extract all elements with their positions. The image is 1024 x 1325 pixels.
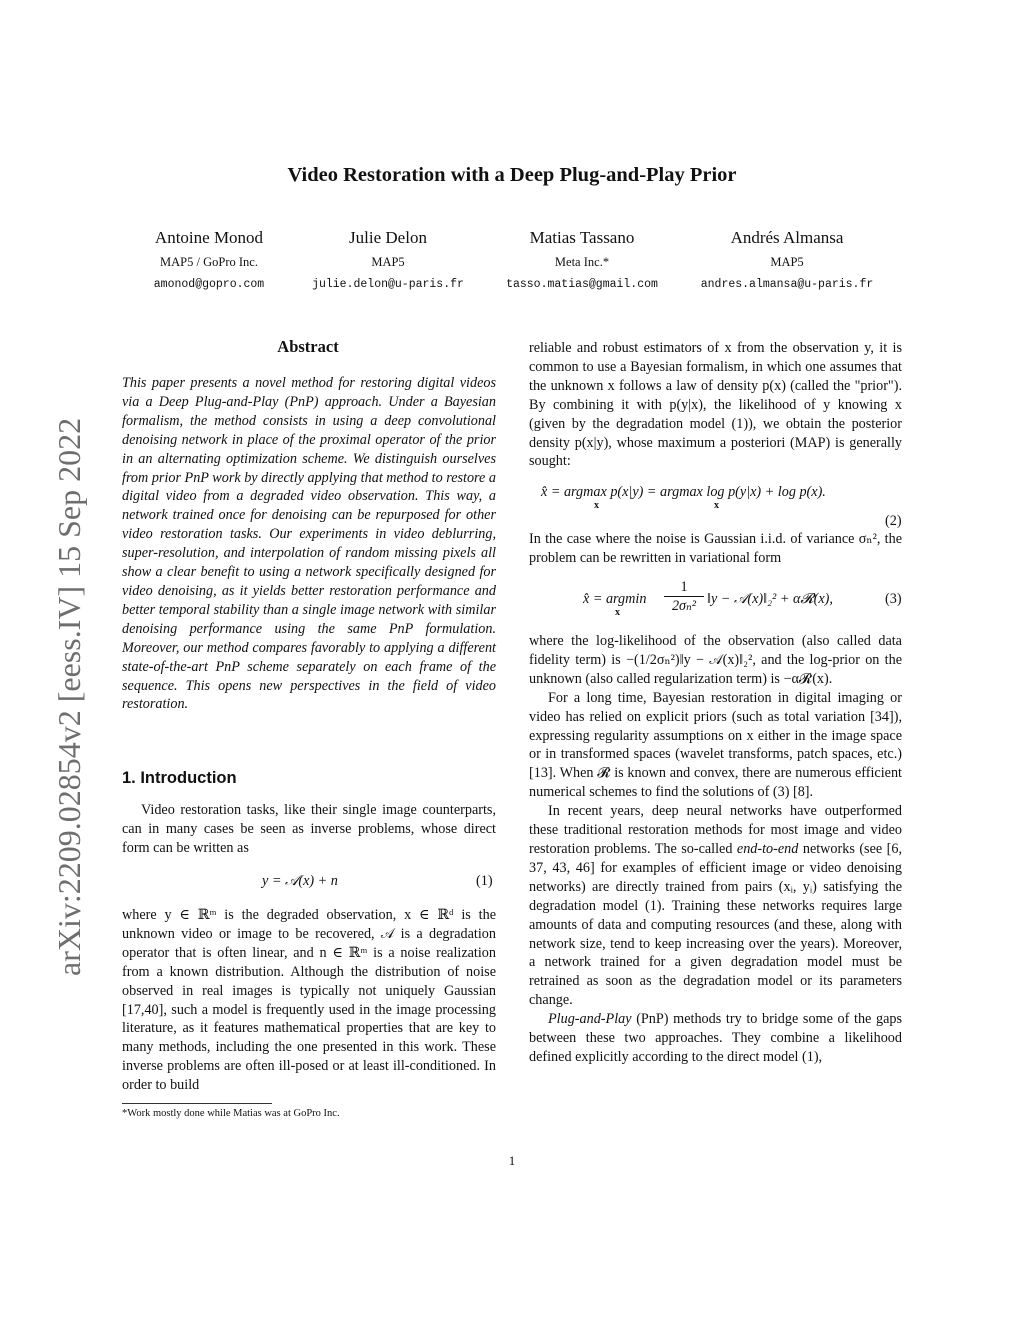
section-heading: 1. Introduction bbox=[122, 769, 237, 787]
author-name: Andrés Almansa bbox=[730, 228, 844, 247]
equation-number: (1) bbox=[476, 873, 493, 889]
equation-subscript: x bbox=[594, 500, 599, 511]
author-affiliation: MAP5 bbox=[371, 255, 405, 269]
paragraph: In the case where the noise is Gaussian i.i.d. of variance σₙ², the problem can be rewritten in variational form bbox=[529, 531, 902, 566]
intro-paragraph bbox=[122, 801, 496, 858]
equation-3: x̂ = argmin bbox=[583, 591, 647, 607]
fraction-numerator: 1 bbox=[664, 579, 704, 597]
equation-fraction bbox=[664, 579, 704, 615]
author-block bbox=[293, 228, 483, 292]
footnote-rule bbox=[122, 1103, 272, 1104]
right-paragraph bbox=[529, 530, 902, 568]
paragraph bbox=[529, 1010, 902, 1067]
text-run: In recent years, deep neural networks have outperformed these traditional restoration methods for most image and video restoration problems. The so-called bbox=[529, 803, 902, 857]
author-block bbox=[114, 228, 304, 292]
paper-title: Video Restoration with a Deep Plug-and-Play Prior bbox=[287, 164, 737, 186]
equation-number: (2) bbox=[885, 513, 902, 529]
equation-1: y = 𝒜(x) + n bbox=[262, 873, 338, 889]
text-run: networks (see [6, 37, 43, 46] for examples of efficient image or video denoising networks) are directly trained from pairs (xᵢ, yᵢ) satisfying the degradation model (1). Training these networks requires large amounts of data and computing resources (and these, along with network size, tend to keep increasing over the years). Moreover, a network trained for a given degradation model must be retrained as soon as the degradation model or its parameters change. bbox=[529, 840, 902, 1009]
paragraph: reliable and robust estimators of x from the observation y, it is common to use a Bayesian formalism, in which one assumes that the unknown x follows a law of density p(x) (called the "prior"). By combining it with p(y|x), the likelihood of y knowing x (given by the degradation model (1)), we obtain the posterior density p(x|y), whose maximum a posteriori (MAP) is generally sought: bbox=[529, 340, 902, 470]
abstract-heading: Abstract bbox=[277, 337, 339, 356]
paragraph bbox=[529, 802, 902, 1010]
equation-2: x̂ = argmax p(x|y) = argmax log p(y|x) + log p(x). bbox=[541, 484, 826, 500]
paragraph: Video restoration tasks, like their single image counterparts, can in many cases be seen as inverse problems, whose direct form can be written as bbox=[122, 802, 496, 856]
emphasis: end-to-end bbox=[736, 840, 799, 857]
author-email: amonod@gopro.com bbox=[153, 278, 265, 291]
paragraph: where the log-likelihood of the observation (also called data fidelity term) is −(1/2σₙ²)‖y − 𝒜(x)‖₂², and the log-prior on the unknown (also called regularization term) is −α𝓡(x). bbox=[529, 633, 902, 687]
author-email: julie.delon@u-paris.fr bbox=[312, 278, 464, 291]
text-run: (PnP) methods try to bridge some of the gaps between these two approaches. They combine a likelihood defined explicitly according to the direct model (1), bbox=[529, 1011, 902, 1065]
right-paragraph bbox=[529, 339, 902, 471]
fraction-denominator: 2σₙ² bbox=[671, 598, 697, 614]
author-email: andres.almansa@u-paris.fr bbox=[700, 278, 874, 291]
page-number: 1 bbox=[508, 1153, 516, 1168]
equation-number: (3) bbox=[885, 591, 902, 607]
author-block bbox=[692, 228, 882, 292]
author-name: Matias Tassano bbox=[529, 228, 635, 247]
paragraph: For a long time, Bayesian restoration in digital imaging or video has relied on explicit priors (such as total variation [34]), expressing regularity assumptions on x either in the image space or in transformed spaces (wavelet transforms, patch spaces, etc.) [13]. When 𝓡 is known and convex, there are numerous efficient numerical schemes to find the solutions of (3) [8]. bbox=[529, 689, 902, 801]
author-affiliation: Meta Inc.* bbox=[554, 255, 610, 269]
paragraph: where y ∈ ℝᵐ is the degraded observation, x ∈ ℝᵈ is the unknown video or image to be recovered, 𝒜 is a degradation operator that is often linear, and n ∈ ℝᵐ is a noise realization from a known distribution. Although the distribution of noise observed in real images is typically not uniquely Gaussian [17,40], such a model is frequently used in the image processing literature, as it features mathematical properties that are key to many methods, including the one presented in this work. These inverse problems are often ill-posed or at least ill-conditioned. In order to build bbox=[122, 907, 496, 1094]
equation-3-rhs: ‖y − 𝒜(x)‖₂² + α𝓡(x), bbox=[707, 591, 833, 607]
right-paragraph bbox=[529, 632, 902, 1067]
equation-subscript: x bbox=[615, 607, 620, 618]
arxiv-stamp: arXiv:2209.02854v2 [eess.IV] 15 Sep 2022 bbox=[51, 417, 87, 976]
emphasis: Plug-and-Play bbox=[548, 1011, 632, 1028]
equation-subscript: x bbox=[714, 500, 719, 511]
author-block bbox=[487, 228, 677, 292]
author-name: Antoine Monod bbox=[154, 228, 264, 247]
author-affiliation: MAP5 / GoPro Inc. bbox=[160, 255, 258, 269]
author-affiliation: MAP5 bbox=[770, 255, 804, 269]
footnote: *Work mostly done while Matias was at GoPro Inc. bbox=[122, 1108, 340, 1119]
author-name: Julie Delon bbox=[349, 228, 427, 247]
abstract-text: This paper presents a novel method for restoring digital videos via a Deep Plug-and-Play (PnP) approach. Under a Bayesian formalism, the method consists in using a deep convolutional denoising network in place of the proximal operator of the prior in an alternating optimization scheme. We distinguish ourselves from prior PnP work by directly applying that method to restore a digital video from a degraded video observation. This way, a network trained once for denoising can be repurposed for other video restoration tasks. Our experiments in video deblurring, super-resolution, and interpolation of random missing pixels all show a clear benefit to using a network specifically designed for video denoising, as it yields better restoration performance and better temporal stability than a single image network with similar denoising performance using the same PnP formulation. Moreover, our method compares favorably to applying a different state-of-the-art PnP scheme separately on each frame of the sequence. This opens new perspectives in the field of video restoration. bbox=[122, 375, 496, 713]
intro-paragraph bbox=[122, 906, 496, 1095]
author-email: tasso.matias@gmail.com bbox=[506, 278, 658, 291]
